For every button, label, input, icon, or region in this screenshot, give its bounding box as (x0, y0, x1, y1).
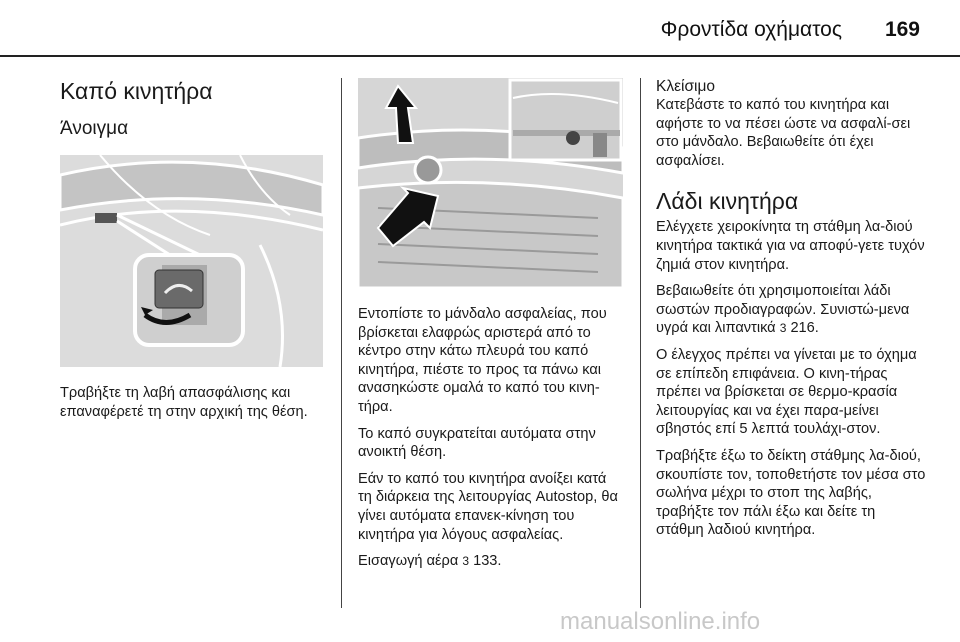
closing-paragraph: Κατεβάστε το καπό του κινητήρα και αφήστε το να πέσει ώστε να ασφαλί-σει στο μάνδαλο. Βεβαιωθείτε ότι έχει ασφαλίσει. (656, 97, 911, 169)
header-rule (0, 55, 960, 57)
oil-spec-text: Βεβαιωθείτε ότι χρησιμοποιείται λάδι σωστών προδιαγραφών. Συνιστώ-μενα υγρά και λιπαντικά (656, 283, 910, 337)
opening-subheading: Άνοιγμα (60, 118, 129, 139)
closing-heading: Κλείσιμο (656, 78, 716, 95)
page-reference-icon: 3 (779, 321, 787, 336)
fluids-page: 216. (790, 320, 819, 337)
page-header (0, 0, 960, 56)
hood-release-illustration (60, 155, 323, 367)
hood-release-figure (60, 155, 323, 367)
safety-catch-illustration (358, 78, 623, 288)
left-column (60, 78, 325, 429)
engine-oil-heading: Λάδι κινητήρα (656, 188, 799, 215)
oil-paragraph-4: Τραβήξτε έξω το δείκτη στάθμης λα-διού, σκουπίστε τον, τοποθετήστε τον μέσα στο σωλήνα μέχρι το στοπ της λαβής, τραβήξτε τον πάλι έξω και δείτε τη στάθμη λαδιού κινητήρα. (656, 447, 926, 539)
safety-catch-figure (358, 78, 623, 288)
watermark: manualsonline.info (560, 608, 761, 635)
middle-column (358, 78, 623, 579)
page-number: 169 (884, 18, 920, 41)
release-caption: Τραβήξτε τη λαβή απασφάλισης και επαναφέρετέ τη στην αρχική της θέση. (60, 385, 308, 420)
middle-paragraph-1: Εντοπίστε το μάνδαλο ασφαλείας, που βρίσκεται ελαφρώς αριστερά από το κέντρο στην κάτω πλευρά του καπό κινητήρα, πιέστε το προς τα πάνω και ανασηκώστε ομαλά το καπό του κινη-τήρα. (358, 306, 607, 415)
oil-paragraph-1: Ελέγχετε χειροκίνητα τη στάθμη λα-διού κινητήρα τακτικά για να αποφύ-γετε τυχόν ζημιά στον κινητήρα. (656, 219, 925, 273)
air-intake-text: Εισαγωγή αέρα (358, 553, 459, 570)
column-divider-2 (640, 78, 641, 608)
hood-heading: Καπό κινητήρα (60, 78, 213, 104)
middle-paragraph-4 (358, 552, 623, 571)
page-reference-icon: 3 (462, 554, 470, 569)
column-divider-1 (341, 78, 342, 608)
air-intake-page: 133. (473, 553, 502, 570)
section-title: Φροντίδα οχήματος (660, 18, 842, 41)
oil-paragraph-2 (656, 282, 926, 338)
middle-paragraph-2: Το καπό συγκρατείται αυτόματα στην ανοικτή θέση. (358, 425, 596, 461)
oil-paragraph-3: Ο έλεγχος πρέπει να γίνεται με το όχημα σε επίπεδη επιφάνεια. Ο κινη-τήρας πρέπει να βρίσκεται σε θερμο-κρασία λειτουργίας και να έχει παρα-μείνει σβηστός επί 5 λεπτά τουλάχι-στον. (656, 346, 917, 438)
middle-paragraph-3: Εάν το καπό του κινητήρα ανοίξει κατά τη διάρκεια της λειτουργίας Autostop, θα γίνει αυτόματα επανεκ-κίνηση του κινητήρα για λόγους ασφαλείας. (358, 470, 618, 543)
right-column (656, 78, 926, 548)
